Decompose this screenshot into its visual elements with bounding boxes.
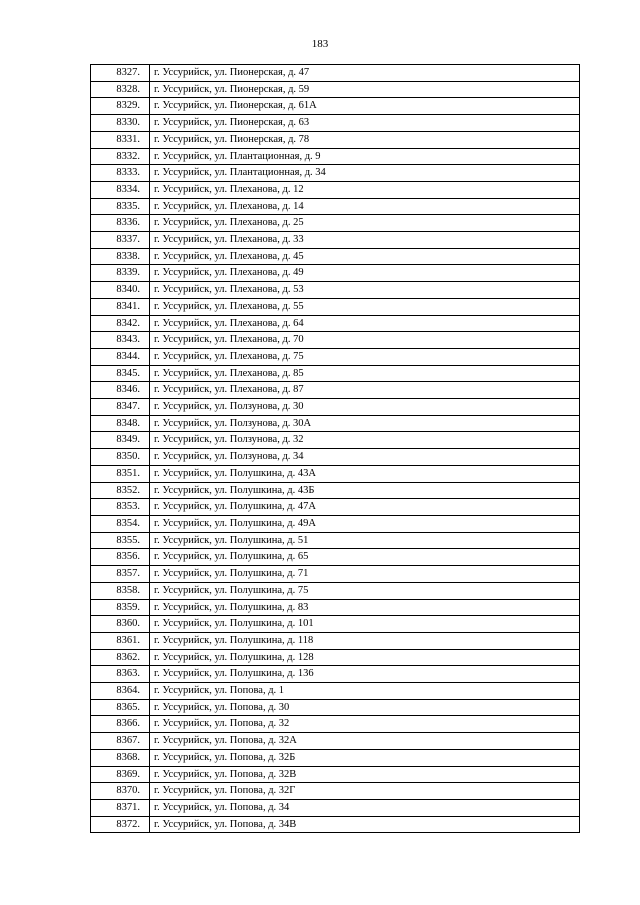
table-row [91, 465, 580, 482]
table-row [91, 582, 580, 599]
table-row [91, 716, 580, 733]
row-address: г. Уссурийск, ул. Полушкина, д. 136 [150, 666, 580, 683]
page-number: 183 [311, 38, 329, 50]
row-number: 8365. [91, 699, 150, 716]
row-address: г. Уссурийск, ул. Попова, д. 34 [150, 799, 580, 816]
row-address: г. Уссурийск, ул. Попова, д. 32А [150, 733, 580, 750]
row-number: 8343. [91, 332, 150, 349]
row-number: 8354. [91, 515, 150, 532]
row-address: г. Уссурийск, ул. Полушкина, д. 75 [150, 582, 580, 599]
row-address: г. Уссурийск, ул. Плеханова, д. 70 [150, 332, 580, 349]
row-number: 8350. [91, 449, 150, 466]
row-number: 8328. [91, 81, 150, 98]
row-address: г. Уссурийск, ул. Полушкина, д. 118 [150, 632, 580, 649]
table-row [91, 181, 580, 198]
row-number: 8330. [91, 115, 150, 132]
table-row [91, 549, 580, 566]
row-address: г. Уссурийск, ул. Попова, д. 30 [150, 699, 580, 716]
table-row [91, 733, 580, 750]
table-row [91, 515, 580, 532]
table-row [91, 165, 580, 182]
row-address: г. Уссурийск, ул. Пионерская, д. 61А [150, 98, 580, 115]
row-number: 8331. [91, 131, 150, 148]
row-number: 8335. [91, 198, 150, 215]
row-address: г. Уссурийск, ул. Плеханова, д. 53 [150, 282, 580, 299]
row-address: г. Уссурийск, ул. Попова, д. 32В [150, 766, 580, 783]
table-row [91, 683, 580, 700]
row-address: г. Уссурийск, ул. Полушкина, д. 47А [150, 499, 580, 516]
row-address: г. Уссурийск, ул. Пионерская, д. 47 [150, 65, 580, 82]
row-number: 8344. [91, 348, 150, 365]
row-number: 8363. [91, 666, 150, 683]
table-row [91, 699, 580, 716]
row-number: 8355. [91, 532, 150, 549]
row-number: 8347. [91, 399, 150, 416]
table-row [91, 599, 580, 616]
row-address: г. Уссурийск, ул. Ползунова, д. 32 [150, 432, 580, 449]
table-row [91, 98, 580, 115]
row-number: 8338. [91, 248, 150, 265]
row-address: г. Уссурийск, ул. Плеханова, д. 55 [150, 298, 580, 315]
row-address: г. Уссурийск, ул. Полушкина, д. 43Б [150, 482, 580, 499]
row-number: 8356. [91, 549, 150, 566]
table-row [91, 799, 580, 816]
row-number: 8362. [91, 649, 150, 666]
row-number: 8367. [91, 733, 150, 750]
row-number: 8349. [91, 432, 150, 449]
row-number: 8334. [91, 181, 150, 198]
row-address: г. Уссурийск, ул. Плеханова, д. 64 [150, 315, 580, 332]
row-address: г. Уссурийск, ул. Полушкина, д. 43А [150, 465, 580, 482]
table-row [91, 348, 580, 365]
table-row [91, 432, 580, 449]
table-row [91, 65, 580, 82]
row-number: 8327. [91, 65, 150, 82]
row-number: 8348. [91, 415, 150, 432]
table-row [91, 632, 580, 649]
row-number: 8340. [91, 282, 150, 299]
row-address: г. Уссурийск, ул. Плеханова, д. 33 [150, 232, 580, 249]
row-address: г. Уссурийск, ул. Пионерская, д. 63 [150, 115, 580, 132]
row-address: г. Уссурийск, ул. Плеханова, д. 45 [150, 248, 580, 265]
table-row [91, 415, 580, 432]
row-address: г. Уссурийск, ул. Полушкина, д. 101 [150, 616, 580, 633]
table-row [91, 783, 580, 800]
row-number: 8360. [91, 616, 150, 633]
row-number: 8358. [91, 582, 150, 599]
row-address: г. Уссурийск, ул. Попова, д. 34В [150, 816, 580, 833]
table-row [91, 215, 580, 232]
table-row [91, 332, 580, 349]
row-address: г. Уссурийск, ул. Плеханова, д. 12 [150, 181, 580, 198]
row-address: г. Уссурийск, ул. Полушкина, д. 71 [150, 566, 580, 583]
row-number: 8364. [91, 683, 150, 700]
row-address: г. Уссурийск, ул. Полушкина, д. 49А [150, 515, 580, 532]
table-row [91, 315, 580, 332]
row-address: г. Уссурийск, ул. Ползунова, д. 30 [150, 399, 580, 416]
row-address: г. Уссурийск, ул. Полушкина, д. 83 [150, 599, 580, 616]
row-address: г. Уссурийск, ул. Плантационная, д. 34 [150, 165, 580, 182]
row-address: г. Уссурийск, ул. Плеханова, д. 85 [150, 365, 580, 382]
row-number: 8346. [91, 382, 150, 399]
table-row [91, 232, 580, 249]
row-number: 8333. [91, 165, 150, 182]
table-row [91, 365, 580, 382]
row-address: г. Уссурийск, ул. Попова, д. 32Г [150, 783, 580, 800]
table-row [91, 115, 580, 132]
table-row [91, 81, 580, 98]
row-address: г. Уссурийск, ул. Попова, д. 32 [150, 716, 580, 733]
table-row [91, 265, 580, 282]
table-row [91, 148, 580, 165]
row-address: г. Уссурийск, ул. Полушкина, д. 51 [150, 532, 580, 549]
row-number: 8351. [91, 465, 150, 482]
row-address: г. Уссурийск, ул. Плеханова, д. 49 [150, 265, 580, 282]
row-number: 8369. [91, 766, 150, 783]
row-address: г. Уссурийск, ул. Ползунова, д. 30А [150, 415, 580, 432]
row-address: г. Уссурийск, ул. Полушкина, д. 65 [150, 549, 580, 566]
table-row [91, 766, 580, 783]
table-row [91, 666, 580, 683]
table-row [91, 816, 580, 833]
row-number: 8337. [91, 232, 150, 249]
table-row [91, 749, 580, 766]
row-address: г. Уссурийск, ул. Ползунова, д. 34 [150, 449, 580, 466]
row-address: г. Уссурийск, ул. Плеханова, д. 14 [150, 198, 580, 215]
row-address: г. Уссурийск, ул. Плантационная, д. 9 [150, 148, 580, 165]
row-number: 8366. [91, 716, 150, 733]
table-row [91, 499, 580, 516]
row-number: 8341. [91, 298, 150, 315]
table-row [91, 382, 580, 399]
row-address: г. Уссурийск, ул. Попова, д. 32Б [150, 749, 580, 766]
row-number: 8353. [91, 499, 150, 516]
row-number: 8352. [91, 482, 150, 499]
row-number: 8329. [91, 98, 150, 115]
row-number: 8332. [91, 148, 150, 165]
row-address: г. Уссурийск, ул. Попова, д. 1 [150, 683, 580, 700]
row-number: 8339. [91, 265, 150, 282]
table-row [91, 649, 580, 666]
row-number: 8361. [91, 632, 150, 649]
row-number: 8342. [91, 315, 150, 332]
table-row [91, 616, 580, 633]
table-row [91, 399, 580, 416]
row-number: 8345. [91, 365, 150, 382]
row-address: г. Уссурийск, ул. Плеханова, д. 87 [150, 382, 580, 399]
table-row [91, 248, 580, 265]
table-row [91, 566, 580, 583]
row-address: г. Уссурийск, ул. Пионерская, д. 78 [150, 131, 580, 148]
row-address: г. Уссурийск, ул. Плеханова, д. 75 [150, 348, 580, 365]
row-number: 8368. [91, 749, 150, 766]
row-address: г. Уссурийск, ул. Полушкина, д. 128 [150, 649, 580, 666]
row-number: 8359. [91, 599, 150, 616]
table-row [91, 282, 580, 299]
row-address: г. Уссурийск, ул. Пионерская, д. 59 [150, 81, 580, 98]
table-row [91, 298, 580, 315]
table-row [91, 449, 580, 466]
table-row [91, 131, 580, 148]
table-row [91, 482, 580, 499]
table-row [91, 198, 580, 215]
row-number: 8371. [91, 799, 150, 816]
address-table [90, 64, 580, 833]
row-number: 8357. [91, 566, 150, 583]
row-number: 8370. [91, 783, 150, 800]
row-number: 8372. [91, 816, 150, 833]
table-row [91, 532, 580, 549]
address-table-body [91, 65, 580, 833]
row-address: г. Уссурийск, ул. Плеханова, д. 25 [150, 215, 580, 232]
row-number: 8336. [91, 215, 150, 232]
